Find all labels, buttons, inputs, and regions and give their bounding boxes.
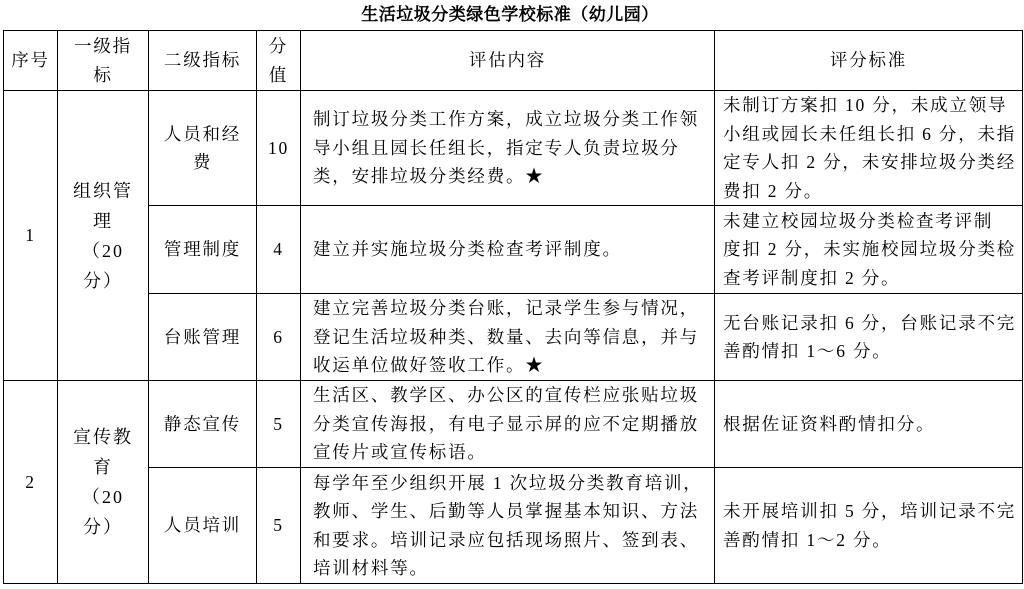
evaluation-content-cell: 生活区、教学区、办公区的宣传栏应张贴垃圾 分类宣传海报，有电子显示屏的应不定期播放 宣传片或宣传标语。 xyxy=(301,381,715,468)
table-row xyxy=(4,294,1023,381)
level1-indicator: 组织管 理 （20 分） xyxy=(58,91,149,381)
scoring-criteria-cell: 无台账记录扣 6 分，台账记录不完 善酌情扣 1～6 分。 xyxy=(715,294,1023,381)
level2-indicator: 台账管理 xyxy=(149,294,257,381)
table-row xyxy=(4,381,1023,468)
level2-indicator: 人员培训 xyxy=(149,468,257,584)
group-number: 2 xyxy=(4,381,58,584)
evaluation-content-cell: 每学年至少组织开展 1 次垃圾分类教育培训， 教师、学生、后勤等人员掌握基本知识、方法 和要求。培训记录应包括现场照片、签到表、 培训材料等。 xyxy=(301,468,715,584)
scoring-criteria-cell: 未建立校园垃圾分类检查考评制 度扣 2 分，未实施校园垃圾分类检 查考评制度扣 2 分。 xyxy=(715,206,1023,294)
group-number: 1 xyxy=(4,91,58,381)
table-row xyxy=(4,206,1023,294)
table-row xyxy=(4,468,1023,584)
scoring-criteria-cell: 未开展培训扣 5 分，培训记录不完 善酌情扣 1～2 分。 xyxy=(715,468,1023,584)
header-row xyxy=(4,31,1023,91)
score-cell: 5 xyxy=(257,468,301,584)
evaluation-content-cell: 建立并实施垃圾分类检查考评制度。 xyxy=(301,206,715,294)
document-title: 生活垃圾分类绿色学校标准（幼儿园） xyxy=(361,5,659,24)
header-scoring-criteria: 评分标准 xyxy=(715,31,1023,91)
evaluation-content-cell: 制订垃圾分类工作方案，成立垃圾分类工作领 导小组且园长任组长，指定专人负责垃圾分 类，安排垃圾分类经费。★ xyxy=(301,91,715,206)
header-number: 序号 xyxy=(4,31,58,91)
score-cell: 6 xyxy=(257,294,301,381)
score-cell: 4 xyxy=(257,206,301,294)
score-cell: 5 xyxy=(257,381,301,468)
level2-indicator: 静态宣传 xyxy=(149,381,257,468)
header-evaluation-content: 评估内容 xyxy=(301,31,715,91)
scoring-criteria-cell: 未制订方案扣 10 分，未成立领导 小组或园长未任组长扣 6 分，未指 定专人扣 2 分，未安排垃圾分类经 费扣 2 分。 xyxy=(715,91,1023,206)
scoring-criteria-cell: 根据佐证资料酌情扣分。 xyxy=(715,381,1023,468)
level2-indicator: 管理制度 xyxy=(149,206,257,294)
level1-indicator: 宣传教 育 （20 分） xyxy=(58,381,149,584)
evaluation-content-cell: 建立完善垃圾分类台账，记录学生参与情况， 登记生活垃圾种类、数量、去向等信息，并与 收运单位做好签收工作。★ xyxy=(301,294,715,381)
table-row xyxy=(4,91,1023,206)
standards-table xyxy=(3,30,1023,584)
header-level1-indicator: 一级指 标 xyxy=(58,31,149,91)
header-level2-indicator: 二级指标 xyxy=(149,31,257,91)
score-cell: 10 xyxy=(257,91,301,206)
header-score: 分 值 xyxy=(257,31,301,91)
level2-indicator: 人员和经 费 xyxy=(149,91,257,206)
